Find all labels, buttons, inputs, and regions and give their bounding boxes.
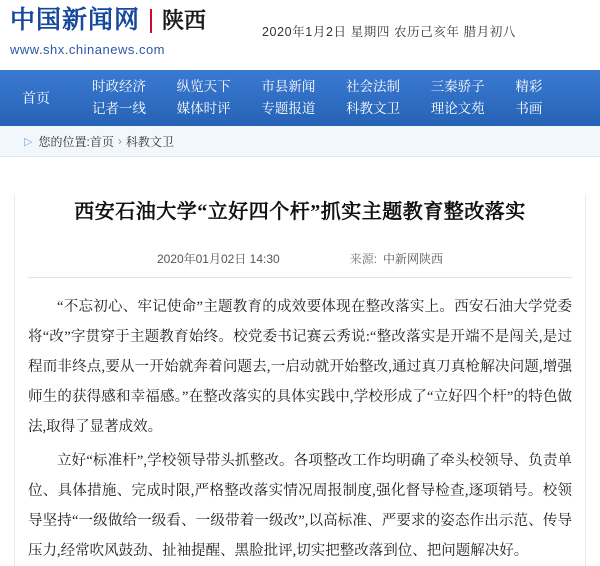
- nav-item-zhuantibaodao[interactable]: 专题报道: [261, 101, 316, 116]
- breadcrumb-prefix: 您的位置:: [38, 134, 90, 149]
- breadcrumb-link-home[interactable]: 首页: [89, 134, 114, 149]
- nav-column: [431, 70, 516, 126]
- header-date: 2020年1月2日 星期四 农历己亥年 腊月初八: [262, 25, 517, 39]
- logo-region-text: 陕西: [162, 7, 207, 33]
- logo-chinanews-text: 中国新闻网: [10, 7, 141, 34]
- breadcrumb: [0, 126, 600, 157]
- nav-item-lilunwenyuan[interactable]: 理论文苑: [430, 101, 485, 116]
- nav-item-meitishiping[interactable]: 媒体时评: [176, 101, 231, 116]
- nav-item-home[interactable]: 首页: [22, 90, 50, 106]
- nav-item-shuhua[interactable]: 书画: [515, 101, 543, 116]
- article-meta: [28, 250, 572, 278]
- article-paragraph: “不忘初心、牢记使命”主题教育的成效要体现在整改落实上。西安石油大学党委将“改”字贯穿于主题教育始终。校党委书记赛云秀说:“整改落实是开端不是闯关,是过程而非终点,要从一开始就奔着问题去,一启动就开始整改,通过真刀真枪解决问题,增强师生的获得感和幸福感。”在整改落实的具体实践中,学校形成了“立好四个杆”的特色做法,取得了显著成效。: [28, 299, 572, 435]
- article-container: [0, 195, 600, 566]
- nav-item-shizhengjingji[interactable]: 时政经济: [92, 79, 146, 94]
- nav-column: [261, 70, 346, 126]
- nav-column: [346, 70, 431, 126]
- nav-item-sanqinjiaozi[interactable]: 三秦骄子: [430, 79, 485, 94]
- breadcrumb-separator: ›: [117, 134, 122, 148]
- nav-column: [515, 70, 600, 126]
- site-header: [0, 0, 600, 70]
- page-title: 西安石油大学“立好四个杆”抓实主题教育整改落实: [74, 201, 526, 223]
- article-paragraph: 立好“标准杆”,学校领导带头抓整改。各项整改工作均明确了牵头校领导、负责单位、具体措施、完成时限,严格整改落实情况周报制度,强化督导检查,逐项销号。校领导坚持“一级做给一级看、一级带着一级改”,以高标准、严要求的姿态作出示范、传导压力,经常吹风鼓劲、扯袖提醒、黑脸批评,切实把整改落到位、把问题解决好。: [28, 453, 572, 559]
- logo-divider: [150, 9, 152, 33]
- logo-main: [10, 8, 260, 33]
- right-rule: [585, 195, 586, 566]
- nav-column: [92, 70, 177, 126]
- nav-item-jizheyixian[interactable]: 记者一线: [92, 101, 146, 116]
- nav-columns: [92, 70, 600, 126]
- article-source-value: 中新网陕西: [383, 252, 444, 266]
- breadcrumb-link-current[interactable]: 科教文卫: [125, 134, 174, 149]
- breadcrumb-arrow-icon: ▷: [24, 135, 33, 148]
- left-rule: [14, 195, 15, 566]
- nav-item-kejiaowenwei[interactable]: 科教文卫: [346, 101, 401, 116]
- nav-item-zonglantianxia[interactable]: 纵览天下: [176, 79, 231, 94]
- nav-item-jingcai[interactable]: 精彩: [515, 79, 543, 94]
- site-logo[interactable]: [10, 8, 260, 57]
- nav-item-shixianxinwen[interactable]: 市县新闻: [261, 79, 316, 94]
- article-source-label: 来源:: [349, 252, 378, 266]
- site-url: www.shx.chinanews.com: [10, 42, 165, 57]
- article-body: [28, 292, 572, 566]
- article-date: 2020年01月02日 14:30: [156, 252, 280, 266]
- main-navigation: [0, 70, 600, 126]
- nav-column: [177, 70, 262, 126]
- nav-item-shehuifazhi[interactable]: 社会法制: [346, 79, 401, 94]
